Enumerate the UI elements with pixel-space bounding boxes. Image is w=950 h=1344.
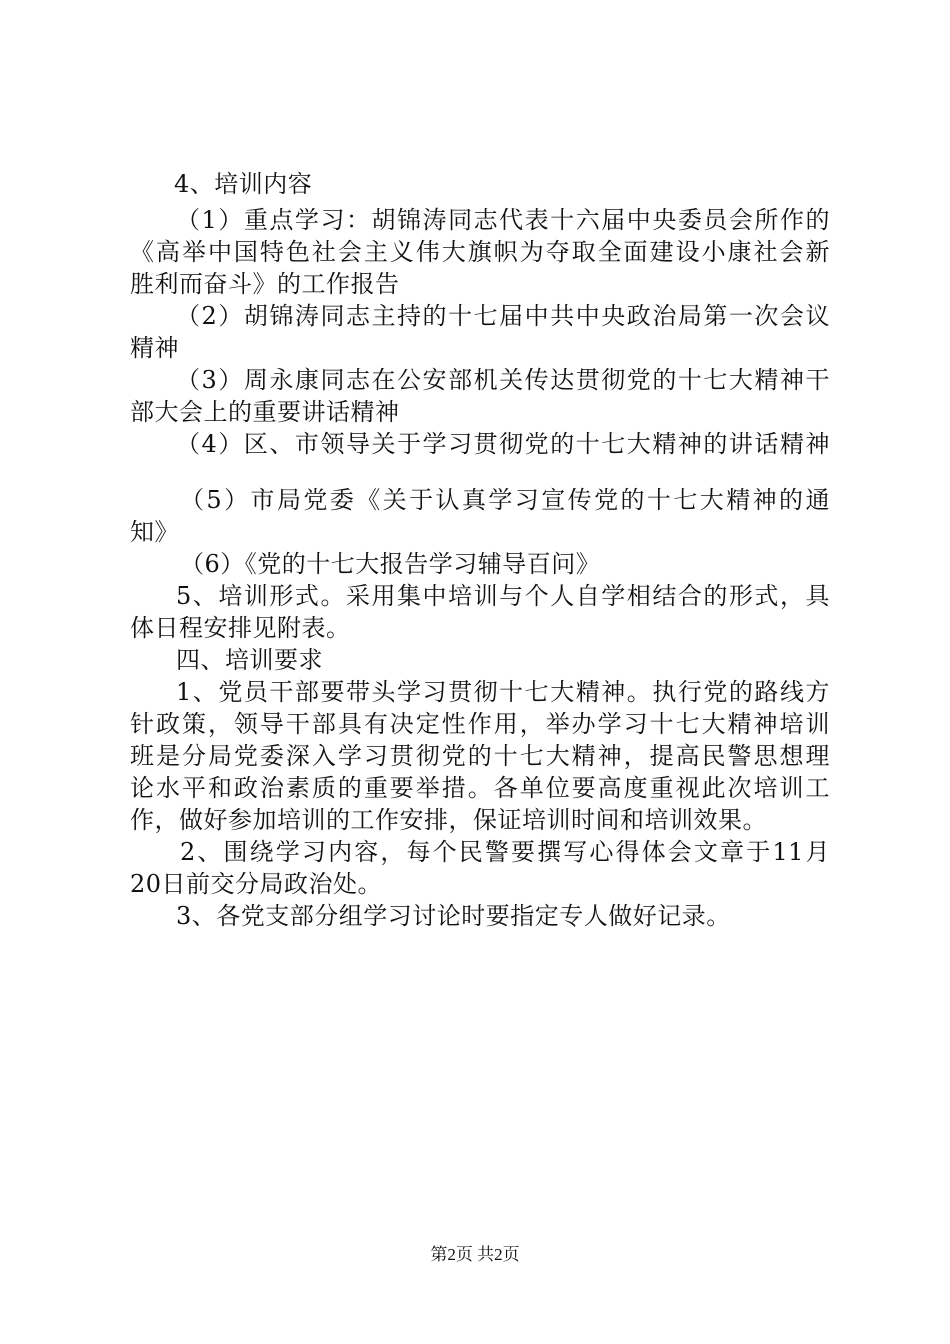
paragraph-line: 精神 [130, 334, 179, 362]
paragraph-line: （4）区、市领导关于学习贯彻党的十七大精神的讲话精神 [176, 430, 830, 458]
paragraph-line: 作，做好参加培训的工作安排，保证培训时间和培训效果。 [130, 806, 767, 834]
paragraph-line: 2、围绕学习内容，每个民警要撰写心得体会文章于11月 [180, 838, 830, 866]
paragraph-line: （2）胡锦涛同志主持的十七届中共中央政治局第一次会议 [176, 302, 830, 330]
paragraph-line: 3、各党支部分组学习讨论时要指定专人做好记录。 [176, 902, 731, 930]
paragraph-line: 胜利而奋斗》的工作报告 [130, 270, 400, 298]
paragraph-line: 论水平和政治素质的重要举措。各单位要高度重视此次培训工 [130, 774, 830, 802]
paragraph-line: （1）重点学习：胡锦涛同志代表十六届中央委员会所作的 [176, 206, 830, 234]
paragraph-line: 5、培训形式。采用集中培训与个人自学相结合的形式，具 [176, 582, 830, 610]
paragraph-line: 部大会上的重要讲话精神 [130, 398, 400, 426]
paragraph-line: 1、党员干部要带头学习贯彻十七大精神。执行党的路线方 [176, 678, 830, 706]
paragraph-line: （6）《党的十七大报告学习辅导百问》 [180, 550, 601, 578]
paragraph-line: 20日前交分局政治处。 [130, 870, 383, 898]
heading-training-requirements: 四、培训要求 [176, 646, 323, 674]
page-number-footer: 第2页 共2页 [430, 1245, 520, 1264]
paragraph-line: 班是分局党委深入学习贯彻党的十七大精神，提高民警思想理 [130, 742, 830, 770]
paragraph-line: （3）周永康同志在公安部机关传达贯彻党的十七大精神干 [176, 366, 830, 394]
paragraph-line: 针政策，领导干部具有决定性作用，举办学习十七大精神培训 [130, 710, 830, 738]
paragraph-line: 知》 [130, 518, 179, 546]
paragraph-line: 体日程安排见附表。 [130, 614, 351, 642]
heading-training-content: 4、培训内容 [174, 170, 313, 198]
paragraph-line: 《高举中国特色社会主义伟大旗帜为夺取全面建设小康社会新 [130, 238, 830, 266]
paragraph-line: （5）市局党委《关于认真学习宣传党的十七大精神的通 [180, 486, 830, 514]
